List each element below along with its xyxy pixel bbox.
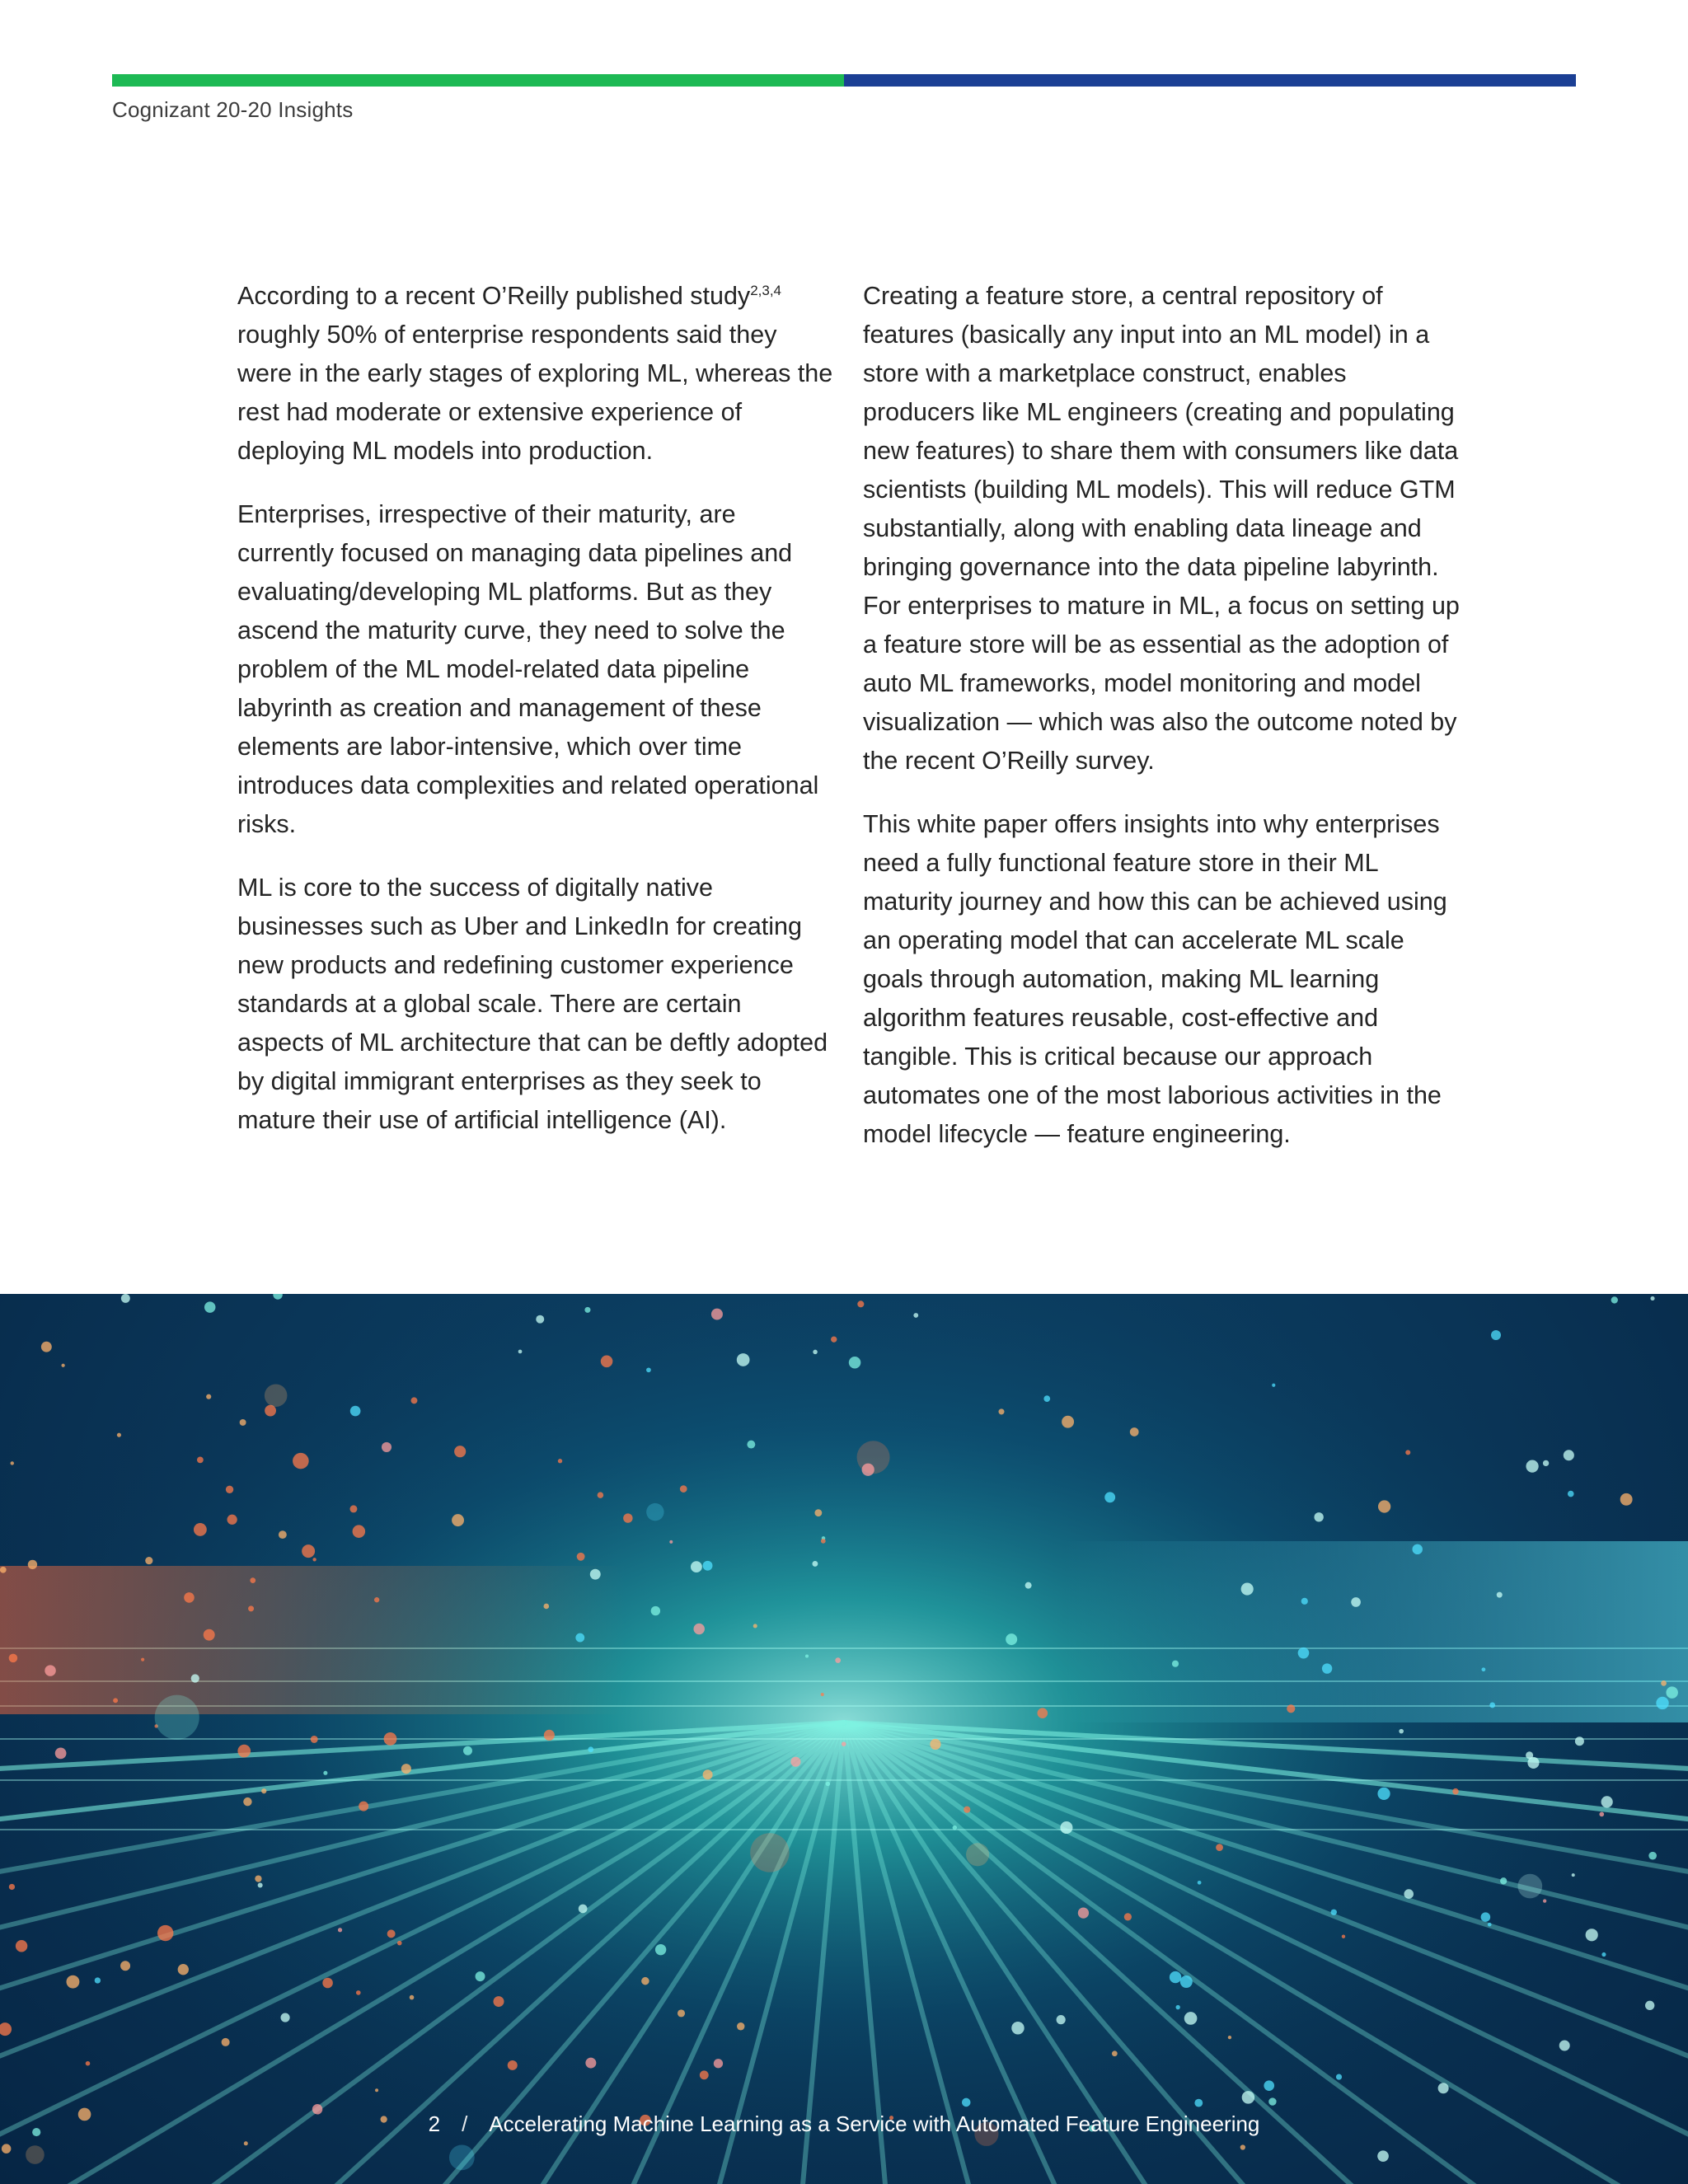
light-particle bbox=[1130, 1427, 1139, 1436]
light-particle bbox=[293, 1453, 309, 1469]
light-particle bbox=[1112, 2050, 1118, 2056]
light-particle bbox=[1336, 2074, 1342, 2079]
light-particle bbox=[240, 1419, 246, 1426]
light-particle bbox=[279, 1530, 287, 1539]
light-particle bbox=[691, 1561, 702, 1572]
light-particle bbox=[623, 1513, 632, 1522]
light-particle bbox=[703, 1769, 713, 1779]
light-particle bbox=[812, 1561, 818, 1567]
light-particle bbox=[244, 2141, 248, 2145]
light-particle bbox=[1011, 2022, 1024, 2034]
light-particle bbox=[248, 1605, 254, 1611]
left-paragraph-1-continued: roughly 50% of enterprise respondents said they were in the early stages of exploring ML, whereas the rest had moderate or extensive experience of deploying ML models into production. bbox=[237, 321, 833, 465]
header-color-bar bbox=[112, 74, 1576, 87]
light-particle bbox=[312, 1558, 316, 1561]
light-particle bbox=[197, 1457, 204, 1464]
light-particle bbox=[821, 1693, 824, 1696]
light-particle bbox=[826, 1782, 830, 1786]
right-paragraph-2: This white paper offers insights into why enterprises need a fully functional feature store in their ML maturity journey and how this can be achieved using an operating model that can accelerate ML scale goals through automation, making ML learning algorithm features reusable, cost-effective and tangible. This is critical because our approach automates one of the most laborious activities in the model lifecycle — feature engineering. bbox=[863, 810, 1447, 1148]
light-particle bbox=[862, 1464, 874, 1476]
tunnel-graphic bbox=[0, 1294, 1688, 2184]
light-particle bbox=[227, 1515, 237, 1525]
light-particle bbox=[966, 1843, 989, 1866]
light-particle bbox=[857, 1301, 864, 1307]
light-particle bbox=[1272, 1384, 1275, 1387]
light-particle bbox=[964, 1807, 970, 1813]
light-particle bbox=[1240, 2144, 1245, 2149]
light-particle bbox=[1378, 1500, 1390, 1512]
light-particle bbox=[157, 1925, 173, 1941]
light-particle bbox=[265, 1384, 288, 1407]
light-particle bbox=[1648, 1852, 1657, 1860]
light-particle bbox=[359, 1802, 368, 1811]
light-particle bbox=[1559, 2041, 1570, 2051]
light-particle bbox=[1264, 2080, 1274, 2091]
light-particle bbox=[1405, 1450, 1410, 1455]
light-particle bbox=[26, 2145, 45, 2164]
light-particle bbox=[518, 1350, 523, 1354]
light-particle bbox=[61, 1364, 64, 1367]
document-title: Accelerating Machine Learning as a Service with Automated Feature Engineering bbox=[489, 2111, 1260, 2136]
light-particle bbox=[641, 1977, 649, 1985]
light-particle bbox=[575, 1633, 584, 1643]
light-particle bbox=[243, 1797, 251, 1806]
light-particle bbox=[584, 1307, 590, 1313]
light-particle bbox=[1452, 1788, 1459, 1795]
light-particle bbox=[95, 1977, 101, 1983]
light-particle bbox=[655, 1944, 666, 1955]
light-particle bbox=[842, 1741, 846, 1746]
light-particle bbox=[747, 1441, 755, 1449]
light-particle bbox=[374, 1597, 379, 1602]
light-particle bbox=[1038, 1708, 1048, 1718]
light-particle bbox=[117, 1433, 121, 1437]
light-particle bbox=[1287, 1704, 1295, 1713]
light-particle bbox=[338, 1928, 342, 1932]
light-particle bbox=[813, 1350, 817, 1354]
light-particle bbox=[204, 1629, 215, 1641]
footer-separator: / bbox=[462, 2111, 468, 2136]
light-particle bbox=[28, 1560, 37, 1569]
light-particle bbox=[41, 1342, 52, 1352]
light-particle bbox=[1104, 1492, 1115, 1502]
light-particle bbox=[1564, 1450, 1574, 1460]
light-particle bbox=[1331, 1910, 1337, 1915]
left-paragraph-1-text: According to a recent O’Reilly published study bbox=[237, 282, 751, 310]
light-particle bbox=[590, 1569, 601, 1580]
light-particle bbox=[206, 1394, 211, 1399]
light-particle bbox=[1172, 1661, 1179, 1667]
light-particle bbox=[66, 1975, 79, 1989]
light-particle bbox=[1241, 1582, 1254, 1595]
light-particle bbox=[831, 1336, 837, 1342]
light-particle bbox=[1601, 1796, 1613, 1807]
light-particle bbox=[1078, 1907, 1089, 1918]
light-particle bbox=[1184, 2012, 1198, 2025]
light-particle bbox=[16, 1940, 27, 1952]
light-particle bbox=[2, 2144, 11, 2153]
light-particle bbox=[750, 1833, 789, 1872]
light-particle bbox=[349, 1505, 357, 1512]
light-particle bbox=[121, 1294, 130, 1303]
light-particle bbox=[680, 1485, 687, 1493]
light-particle bbox=[237, 1745, 251, 1758]
light-particle bbox=[849, 1357, 861, 1369]
light-particle bbox=[1377, 2150, 1389, 2162]
light-particle bbox=[821, 1539, 826, 1544]
light-particle bbox=[401, 1764, 411, 1774]
light-particle bbox=[1543, 1899, 1546, 1902]
light-particle bbox=[55, 1747, 67, 1759]
light-particle bbox=[737, 1353, 750, 1366]
light-particle bbox=[1491, 1330, 1501, 1340]
light-particle bbox=[646, 1367, 651, 1372]
light-particle bbox=[1043, 1395, 1050, 1402]
light-particle bbox=[1180, 1975, 1193, 1988]
light-particle bbox=[302, 1544, 315, 1558]
light-particle bbox=[1242, 2091, 1254, 2103]
light-particle bbox=[805, 1654, 809, 1657]
light-particle bbox=[113, 1698, 118, 1703]
left-paragraph-2: Enterprises, irrespective of their maturity, are currently focused on managing data pipelines and evaluating/developing ML platforms. But as they ascend the maturity curve, they need to solve the problem of the ML model-related data pipeline labyrinth as creation and management of these elements are labor-intensive, which over time introduces data complexities and related operational risks. bbox=[237, 500, 819, 838]
light-particle bbox=[1412, 1544, 1422, 1554]
light-particle bbox=[375, 2088, 378, 2092]
light-particle bbox=[1650, 1296, 1654, 1301]
light-particle bbox=[598, 1492, 604, 1498]
left-text-column bbox=[237, 277, 835, 1165]
left-paragraph-1 bbox=[237, 277, 835, 471]
light-particle bbox=[1399, 1729, 1404, 1734]
light-particle bbox=[1599, 1812, 1604, 1817]
light-particle bbox=[1601, 1952, 1606, 1957]
light-particle bbox=[1060, 1821, 1072, 1834]
light-particle bbox=[913, 1313, 918, 1318]
light-particle bbox=[601, 1356, 613, 1368]
light-particle bbox=[384, 1732, 397, 1746]
light-particle bbox=[1575, 1736, 1584, 1746]
footnote-reference: 2,3,4 bbox=[750, 282, 781, 298]
light-particle bbox=[1351, 1597, 1361, 1607]
light-particle bbox=[1025, 1582, 1032, 1589]
light-particle bbox=[651, 1606, 660, 1615]
light-particle bbox=[226, 1486, 233, 1493]
light-particle bbox=[585, 2058, 596, 2069]
light-particle bbox=[155, 1695, 199, 1740]
light-particle bbox=[145, 1557, 152, 1564]
light-particle bbox=[45, 1665, 55, 1675]
light-particle bbox=[1170, 1971, 1181, 1983]
light-particle bbox=[711, 1309, 723, 1320]
light-particle bbox=[1377, 1788, 1390, 1800]
light-particle bbox=[700, 2070, 709, 2079]
light-particle bbox=[311, 1736, 318, 1743]
publication-label: Cognizant 20-20 Insights bbox=[112, 97, 354, 122]
light-particle bbox=[1572, 1873, 1575, 1877]
light-particle bbox=[1489, 1703, 1495, 1708]
light-particle bbox=[178, 1964, 189, 1975]
light-particle bbox=[678, 2009, 685, 2017]
light-particle bbox=[558, 1459, 562, 1463]
light-particle bbox=[1611, 1296, 1618, 1303]
light-particle bbox=[1314, 1512, 1323, 1521]
light-particle bbox=[714, 2059, 723, 2068]
light-particle bbox=[753, 1624, 757, 1628]
light-particle bbox=[1620, 1493, 1633, 1506]
light-particle bbox=[693, 1624, 704, 1634]
light-particle bbox=[452, 1514, 464, 1526]
light-particle bbox=[1438, 2083, 1449, 2093]
light-particle bbox=[1568, 1491, 1574, 1497]
abstract-data-tunnel-image bbox=[0, 1294, 1688, 2184]
light-particle bbox=[184, 1592, 195, 1603]
light-particle bbox=[350, 1406, 361, 1417]
light-particle bbox=[463, 1746, 472, 1755]
light-particle bbox=[1228, 2036, 1231, 2039]
light-particle bbox=[191, 1674, 199, 1682]
light-particle bbox=[261, 1788, 266, 1793]
light-particle bbox=[577, 1553, 585, 1561]
light-particle bbox=[120, 1961, 130, 1971]
light-particle bbox=[1124, 1913, 1132, 1920]
light-particle bbox=[258, 1883, 263, 1888]
light-particle bbox=[1268, 2097, 1276, 2105]
light-particle bbox=[9, 1884, 15, 1890]
light-particle bbox=[1057, 2015, 1066, 2024]
light-particle bbox=[1176, 2005, 1180, 2009]
light-particle bbox=[1543, 1460, 1549, 1466]
light-particle bbox=[646, 1503, 663, 1521]
light-particle bbox=[669, 1540, 673, 1544]
light-particle bbox=[544, 1730, 555, 1741]
light-particle bbox=[454, 1446, 466, 1457]
light-particle bbox=[1342, 1935, 1345, 1938]
light-particle bbox=[1656, 1697, 1668, 1709]
light-particle bbox=[930, 1739, 940, 1750]
light-particle bbox=[508, 2060, 518, 2070]
light-particle bbox=[1006, 1633, 1017, 1645]
light-particle bbox=[493, 1996, 504, 2007]
light-particle bbox=[411, 1397, 418, 1404]
light-particle bbox=[1301, 1598, 1308, 1605]
light-particle bbox=[1645, 2001, 1654, 2010]
light-particle bbox=[382, 1442, 392, 1452]
page-number: 2 bbox=[428, 2111, 441, 2136]
light-particle bbox=[141, 1658, 144, 1661]
light-particle bbox=[1404, 1889, 1414, 1899]
light-particle bbox=[204, 1301, 215, 1312]
light-particle bbox=[1497, 1592, 1503, 1598]
light-particle bbox=[737, 2022, 744, 2030]
page-footer bbox=[0, 2111, 1688, 2137]
light-particle bbox=[397, 1941, 402, 1946]
light-particle bbox=[410, 1995, 415, 2000]
light-particle bbox=[536, 1315, 544, 1324]
light-particle bbox=[1517, 1874, 1542, 1899]
light-particle bbox=[1481, 1667, 1485, 1671]
light-particle bbox=[962, 2098, 971, 2107]
light-particle bbox=[1488, 1923, 1492, 1927]
light-particle bbox=[387, 1929, 396, 1938]
light-particle bbox=[323, 1771, 327, 1775]
light-particle bbox=[1481, 1912, 1491, 1922]
light-particle bbox=[835, 1657, 841, 1663]
light-particle bbox=[1194, 2099, 1203, 2107]
light-particle bbox=[322, 1978, 333, 1989]
light-particle bbox=[11, 1461, 14, 1465]
left-paragraph-3: ML is core to the success of digitally native businesses such as Uber and LinkedIn for creating new products and redefining customer experience standards at a global scale. There are certain aspects of ML architecture that can be deftly adopted by digital immigrant enterprises as they seek to mature their use of artificial intelligence (AI). bbox=[237, 874, 828, 1134]
light-particle bbox=[1298, 1647, 1310, 1659]
light-particle bbox=[1198, 1881, 1202, 1885]
light-particle bbox=[1322, 1663, 1332, 1673]
light-particle bbox=[255, 1875, 261, 1882]
light-particle bbox=[814, 1509, 822, 1516]
right-text-column bbox=[863, 277, 1461, 1179]
light-particle bbox=[280, 2013, 289, 2022]
light-particle bbox=[1216, 1844, 1223, 1851]
light-particle bbox=[353, 1525, 366, 1538]
light-particle bbox=[250, 1577, 256, 1583]
light-particle bbox=[1062, 1416, 1074, 1428]
light-particle bbox=[1526, 1460, 1538, 1472]
light-particle bbox=[1586, 1929, 1598, 1941]
header-bar-blue bbox=[844, 74, 1576, 87]
light-particle bbox=[588, 1746, 593, 1752]
light-particle bbox=[9, 1654, 18, 1663]
light-particle bbox=[194, 1523, 207, 1536]
light-particle bbox=[998, 1408, 1004, 1414]
light-particle bbox=[0, 1567, 7, 1573]
light-particle bbox=[449, 2144, 475, 2170]
light-particle bbox=[1527, 1757, 1539, 1769]
light-particle bbox=[579, 1905, 588, 1914]
light-particle bbox=[953, 1825, 957, 1830]
header-bar-green bbox=[112, 74, 844, 87]
light-particle bbox=[86, 2061, 91, 2066]
light-particle bbox=[222, 2038, 230, 2046]
light-particle bbox=[703, 1561, 713, 1571]
light-particle bbox=[1500, 1877, 1507, 1884]
light-particle bbox=[356, 1990, 361, 1995]
right-paragraph-1: Creating a feature store, a central repository of features (basically any input into an ML model) in a store with a marketplace construct, enables producers like ML engineers (creating and populating new features) to share them with consumers like data scientists (building ML models). This will reduce GTM substantially, along with enabling data lineage and bringing governance into the data pipeline labyrinth. For enterprises to mature in ML, a focus on setting up a feature store will be as essential as the adoption of auto ML frameworks, model monitoring and model visualization — which was also the outcome noted by the recent O’Reilly survey. bbox=[863, 282, 1460, 775]
light-particle bbox=[476, 1971, 485, 1981]
light-particle bbox=[544, 1604, 550, 1610]
light-particle bbox=[1661, 1680, 1667, 1686]
light-particle bbox=[1666, 1686, 1677, 1698]
light-particle bbox=[790, 1757, 800, 1767]
